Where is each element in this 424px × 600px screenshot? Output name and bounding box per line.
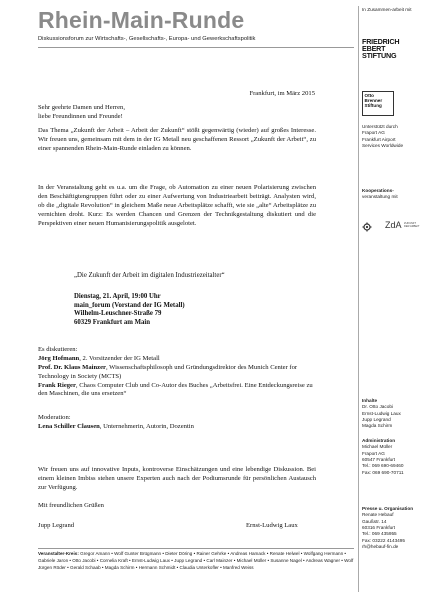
speakers-label: Es diskutieren:: [38, 346, 78, 353]
press-label: Presse u. Organisation: [362, 506, 414, 511]
supporter-line: Frankfurt Airport: [362, 136, 396, 142]
moderator-name: Lena Schiller Clausen: [38, 422, 100, 430]
event-street: Wilhelm-Leuschner-Straße 79: [74, 310, 162, 318]
greeting-line-1: Sehr geehrte Damen und Herren,: [38, 104, 125, 111]
ob-logo-line: Brenner: [364, 98, 383, 104]
footer-names: Gregor Amann • Wolf Gunter Brügmann • Dieter Döring • Rainer Gehrke • Andreas Hamack • Renate Helwel • Wolfgang Hermann • Gabriele Jaron • Otto Jacobi • Cornelia Kraft • Ernst-Ludwig Laux • Jupp Legrand • Carl Mainzer • Michael Müller • Susanne Nagel • Andreas Wagner • Wolf Jürgen Röder • Gerald Schaab • Magda Schirm • Hermann Schmidt • Claudia Unterkofler • Manfred Weiss: [38, 551, 354, 570]
press-line: Renate Hebauf: [362, 512, 394, 518]
speaker-3: [38, 382, 316, 400]
greeting-line-2: liebe Freundinnen und Freunde!: [38, 112, 123, 120]
moderator-desc: , Unternehmerin, Autorin, Dozentin: [99, 422, 194, 430]
koop-block: [362, 188, 422, 201]
admin-line: Tel.: 069 690-69460: [362, 463, 404, 469]
event-details: [74, 272, 334, 328]
press-line: Tel.: 069 435955: [362, 531, 397, 537]
signature-left: Jupp Legrand: [38, 522, 75, 529]
fes-logo: [362, 38, 399, 60]
speaker-name: Frank Rieger: [38, 381, 76, 389]
contents-line: Dr. Otto Jacobi: [362, 404, 394, 410]
header-divider: [38, 47, 354, 48]
moderator: [38, 423, 316, 432]
speaker-desc: , 2. Vorsitzender der IG Metall: [79, 354, 160, 362]
event-venue: main_forum (Vorstand der IG Metall): [74, 301, 185, 309]
contents-line: Magda Schirm: [362, 423, 393, 429]
press-line: 60316 Frankfurt: [362, 525, 396, 531]
contents-label: Inhalte: [362, 398, 378, 403]
sidebar-divider: [358, 6, 359, 592]
koop-sub: veranstaltung mit: [362, 194, 398, 200]
moderation-section: [38, 414, 316, 432]
speaker-name: Jörg Hofmann: [38, 354, 80, 362]
admin-line: 60547 Frankfurt: [362, 457, 396, 463]
speaker-2: [38, 364, 316, 382]
footer-divider: [38, 548, 354, 549]
contents-block: [362, 398, 422, 430]
speakers-section: [38, 346, 316, 399]
fes-logo-line: STIFTUNG: [362, 51, 397, 61]
cooperation-intro: In Zusammen-arbeit mit: [362, 7, 412, 12]
header-subtitle: Diskussionsforum zur Wirtschafts-, Gesellschafts-, Europa- und Gewerkschaftspolitik: [38, 36, 256, 42]
press-line: Gaußstr. 14: [362, 518, 387, 524]
ob-logo-line: Stiftung: [364, 103, 382, 109]
speaker-desc: , Wissenschaftsphilosoph und Gründungsdirektor des Munich Center for Technology in Society (MCTS): [38, 363, 298, 380]
koop-label: Kooperations-: [362, 188, 394, 193]
press-block: [362, 506, 422, 550]
moderation-label: Moderation:: [38, 414, 71, 421]
zda-mark: [404, 222, 419, 228]
event-city: 60329 Frankfurt am Main: [74, 319, 151, 327]
intro-paragraph: Das Thema „Zukunft der Arbeit – Arbeit der Zukunft“ stößt gegenwärtig (wieder) auf großes Interesse. Wir freuen uns, gemeinsam mit dem in der IG Metall neu geschaffenen Ressort „Zukunft der Arbeit“, zu einer spannenden Rhein-Main-Runde einladen zu können.: [38, 127, 316, 152]
fes-logo-line: EBERT: [362, 44, 386, 54]
topic-paragraph: In der Veranstaltung geht es u.a. um die Frage, ob Automation zu einer neuen Polarisierung zwischen den Beschäftigtengruppen führt oder zu einer Aufwertung von Industriearbeit beiträgt. Analysten wird, ob die „digitale Revolution“ in gleichem Maße neue Arbeitsplätze schafft, wie sie „alte“ Arbeitsplätze zu vernichten droht. Kurz: Es werden Chancen und Grenzen der Technikgestaltung diskutiert und die Perspektiven einer neuen Humanisierungspolitik ausgelotet.: [38, 184, 316, 227]
press-email-link[interactable]: rh@hebauf-fin.de: [362, 544, 399, 550]
zda-mark-line: ZUKUNFT: [404, 222, 417, 225]
greeting: [38, 104, 316, 122]
contents-line: Ernst-Ludwig Laux: [362, 410, 401, 416]
fes-logo-line: FRIEDRICH: [362, 37, 400, 46]
supporter-block: [362, 124, 422, 149]
admin-block: [362, 438, 422, 476]
admin-label: Administration: [362, 438, 396, 443]
zda-logo: ZdA: [385, 220, 402, 230]
organizer-footer: [38, 551, 354, 572]
supporter-line: Fraport AG: [362, 130, 385, 136]
ob-logo-line: Otto: [364, 93, 374, 98]
event-title: „Die Zukunft der Arbeit im digitalen Industriezeitalter“: [74, 272, 225, 279]
admin-line: Fraport AG: [362, 450, 385, 456]
letter-date: Frankfurt, im März 2015: [249, 90, 315, 97]
speaker-desc: , Chaos Computer Club und Co-Autor des Buches „Arbeitsfrei. Eine Entdeckungsreise zu den Maschinen, die uns ersetzen“: [38, 381, 313, 398]
admin-line: Fax: 069 690-70711: [362, 469, 404, 475]
supporter-intro: Unterstützt durch: [362, 124, 398, 129]
speaker-1: [38, 355, 316, 364]
supporter-line: Services Worldwide: [362, 143, 404, 149]
admin-line: Michael Müller: [362, 444, 393, 450]
event-datetime: Dienstag, 21. April, 19:00 Uhr: [74, 292, 161, 300]
otto-brenner-logo: [362, 91, 394, 116]
speaker-name: Prof. Dr. Klaus Mainzer: [38, 363, 106, 371]
gear-icon: [362, 222, 372, 232]
zda-mark-line: DER ARBEIT: [404, 225, 420, 229]
regards: Mit freundlichen Grüßen: [38, 502, 104, 509]
signature-right: Ernst-Ludwig Laux: [246, 522, 298, 529]
footer-label: Veranstalter-Kreis:: [38, 551, 79, 556]
header-title: Rhein-Main-Runde: [38, 7, 245, 33]
contents-line: Jupp Legrand: [362, 417, 391, 423]
closing-paragraph: Wir freuen uns auf innovative Inputs, kontroverse Einschätzungen und eine lebendige Diskussion. Bei einem kleinen Imbiss stehen unsere Experten auch nach der Podiumsrunde für persönlichen Austausch zur Verfügung.: [38, 466, 316, 491]
press-line: Fax: 03222 4143495: [362, 537, 406, 543]
